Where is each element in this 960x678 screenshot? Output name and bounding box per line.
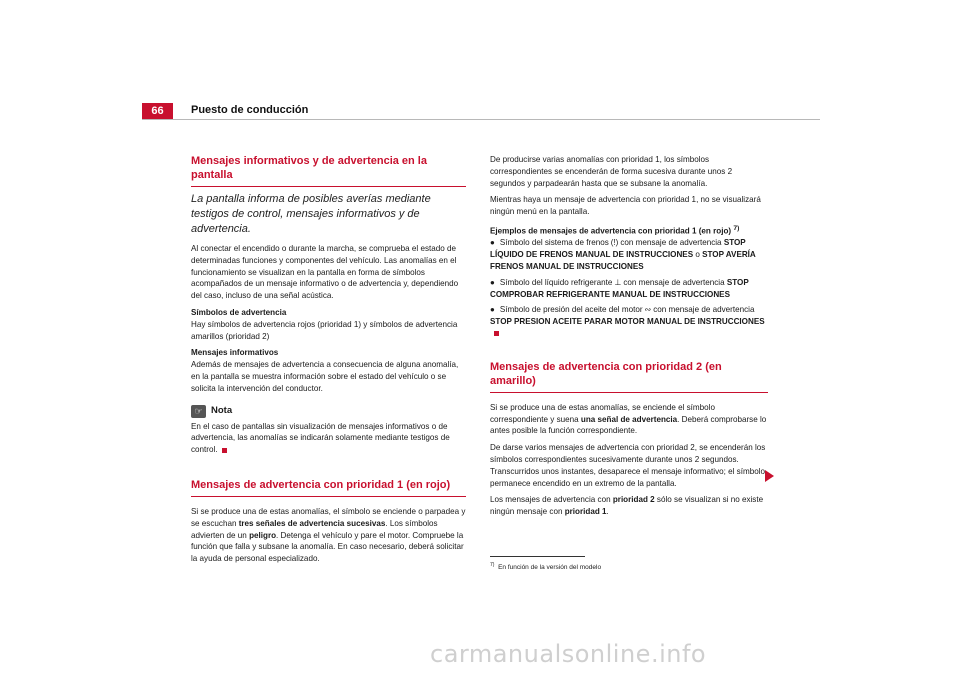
list-item: ● Símbolo de presión del aceite del motor ∾ con mensaje de advertencia STOP PRESION ACEITE PARAR MOTOR MANUAL DE INSTRUCCIONES: [490, 304, 768, 339]
priority2-display-text: Los mensajes de advertencia con prioridad 2 sólo se visualizan si no existe ningún mensaje con prioridad 1.: [490, 495, 764, 517]
continue-arrow-icon: [765, 470, 774, 482]
note-title: Nota: [211, 405, 233, 417]
no-menu-text: Mientras haya un mensaje de advertencia con prioridad 1, no se visualizará ningún menú en la pantalla.: [490, 195, 761, 217]
examples-heading: Ejemplos de mensajes de advertencia con prioridad 1 (en rojo) $^{7)}$: [490, 224, 740, 236]
watermark: carmanualsonline.info: [430, 640, 707, 668]
right-column: [490, 154, 768, 574]
list-item: ● Símbolo del líquido refrigerante ⊥ con mensaje de advertencia STOP COMPROBAR REFRIGERANTE MANUAL DE INSTRUCCIONES: [490, 277, 749, 299]
header-rule: [142, 119, 820, 120]
running-header: Puesto de conducción: [191, 104, 309, 116]
note-header: [191, 405, 466, 418]
page-number: 66: [142, 103, 173, 120]
info-hand-icon: ☞: [191, 405, 206, 418]
info-messages-body: Además de mensajes de advertencia a consecuencia de alguna anomalía, en la pantalla se muestra información sobre el estado del vehículo o se solicita la intervención del conductor.: [191, 360, 459, 393]
multiple-anomalies-text: De producirse varias anomalías con prioridad 1, los símbolos correspondientes se encenderán de forma sucesiva durante unos 2 segundos y parpadearán hasta que se subsane la anomalía.: [490, 155, 733, 188]
oil-pressure-icon: ∾: [644, 305, 652, 315]
coolant-temperature-icon: ⊥: [614, 277, 622, 287]
section-title-priority1: Mensajes de advertencia con prioridad 1 (en rojo): [191, 478, 466, 497]
list-item: ● Símbolo del sistema de frenos (!) con mensaje de advertencia STOP LÍQUIDO DE FRENOS MANUAL DE INSTRUCCIONES o STOP AVERÍA FRENOS MANUAL DE INSTRUCCIONES: [490, 238, 756, 272]
end-mark: [222, 448, 227, 453]
priority1-body: Si se produce una de estas anomalías, el símbolo se enciende o parpadea y se escuchan tres señales de advertencia sucesivas. Los símbolos advierten de un peligro. Detenga el vehículo y pare el motor. Compruebe la función que falla y subsane la anomalía. En caso necesario, deberá solicitar la ayuda de personal especializado.: [191, 506, 466, 564]
left-column: [191, 154, 466, 570]
brake-warning-icon: (!): [610, 238, 619, 248]
subheading-info-messages: Mensajes informativos: [191, 348, 279, 358]
note-body: En el caso de pantallas sin visualización de mensajes informativos o de advertencia, las anomalías se indicarán solamente mediante testigos de control.: [191, 421, 450, 455]
end-mark: [494, 331, 499, 336]
section-title-informative: Mensajes informativos y de advertencia en la pantalla: [191, 154, 466, 187]
priority2-multiple-text: De darse varios mensajes de advertencia con prioridad 2, se encenderán los símbolos correspondientes sucesivamente durante unos 2 segundos. Transcurridos unos instantes, desaparece el mensaje informativo; el símbolo permanece encendido en un extremo de la pantalla.: [490, 443, 766, 488]
footnote: $^{7)}$ En función de la versión del modelo: [490, 562, 602, 572]
warning-symbols-body: Hay símbolos de advertencia rojos (prioridad 1) y símbolos de advertencia amarillos (prioridad 2): [191, 319, 458, 341]
priority2-body: Si se produce una de estas anomalías, se enciende el símbolo correspondiente y suena una señal de advertencia. Deberá comprobarse lo antes posible la función correspondiente.: [490, 402, 767, 436]
section-body: Al conectar el encendido o durante la marcha, se comprueba el estado de determinadas funciones y componentes del vehículo. Las anomalías en el funcionamiento se visualizan en la pantalla en forma de símbolos acompañados de un mensaje informativo o de advertencia y, dependiendo del caso, incluso de una señal acústica.: [191, 244, 459, 301]
subheading-warning-symbols: Símbolos de advertencia: [191, 307, 287, 317]
footnote-rule: [490, 556, 585, 557]
section-title-priority2: Mensajes de advertencia con prioridad 2 (en amarillo): [490, 360, 768, 393]
section-lead: La pantalla informa de posibles averías mediante testigos de control, mensajes informativos y de advertencia.: [191, 193, 431, 235]
